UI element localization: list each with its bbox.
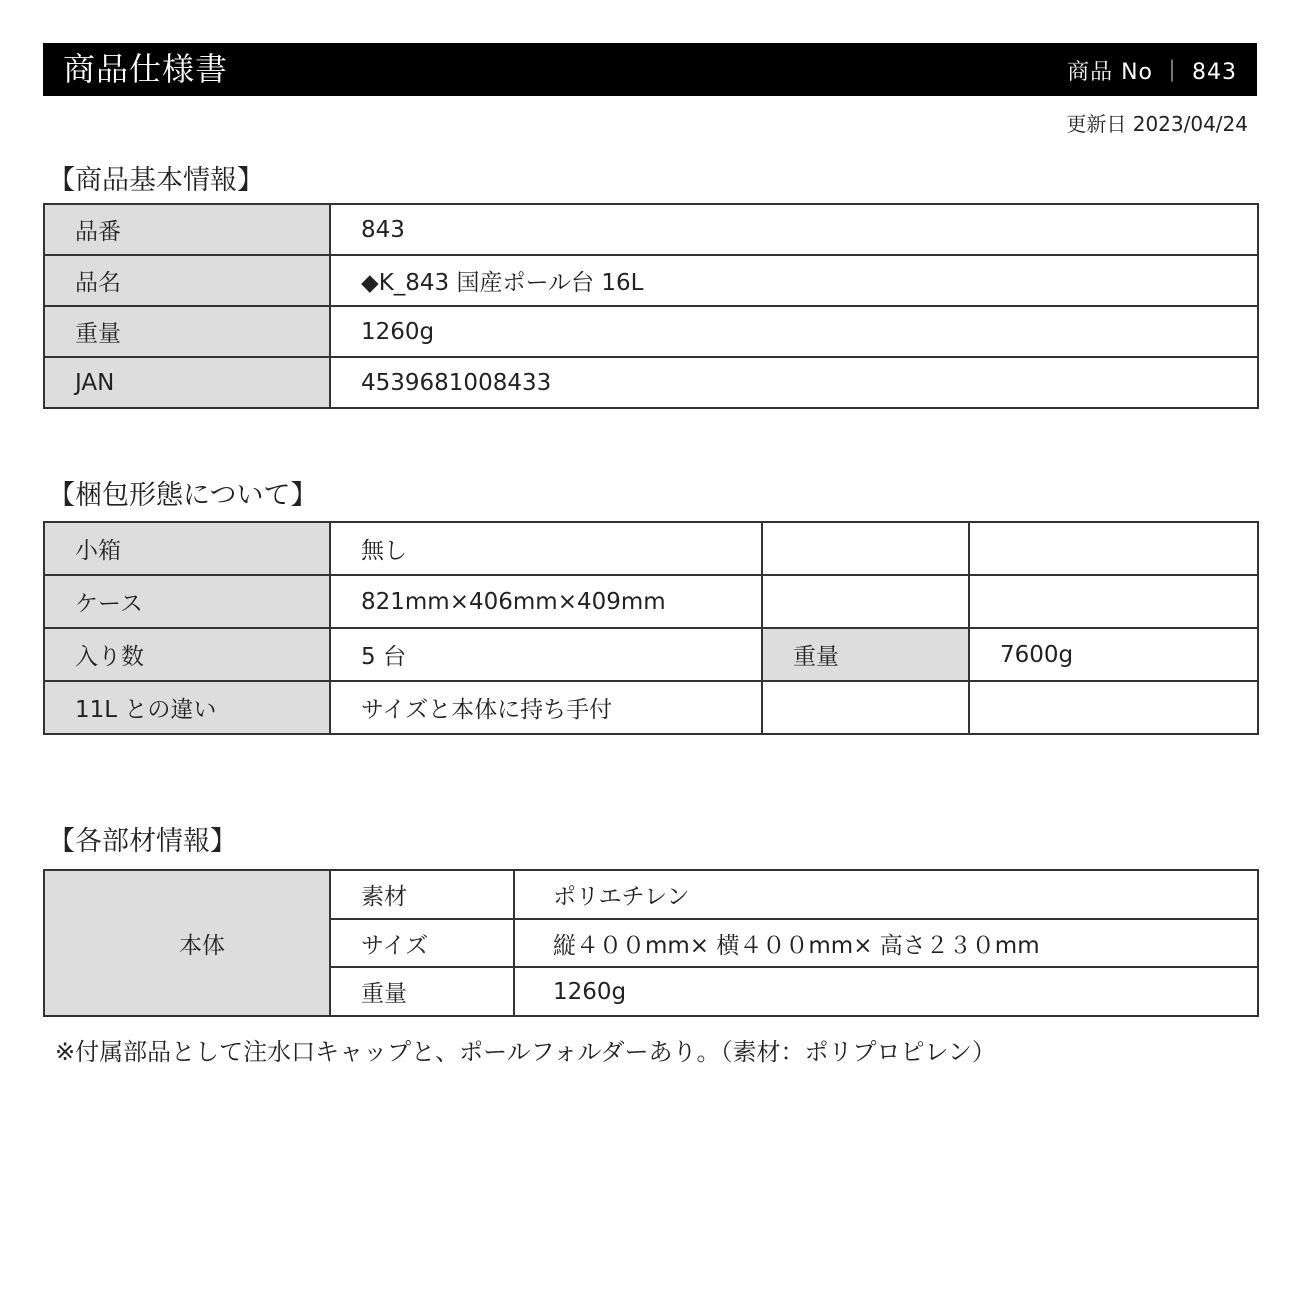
row-label: 素材 (330, 870, 514, 919)
header-bar (43, 43, 1257, 96)
basic-info-table (43, 203, 1259, 409)
document-title: 商品仕様書 (63, 50, 229, 88)
row-value: ポリエチレン (514, 870, 1258, 919)
table-row (44, 522, 1258, 575)
section-title-packaging: 【梱包形態について】 (48, 480, 318, 511)
updated-date: 更新日 2023/04/24 (1066, 112, 1248, 136)
row-value-2 (969, 681, 1258, 734)
row-value: 821mm×406mm×409mm (330, 575, 762, 628)
row-label: サイズ (330, 919, 514, 967)
row-value: 843 (330, 204, 1258, 255)
part-name: 本体 (44, 870, 330, 1016)
row-label: JAN (44, 357, 330, 408)
row-label: 重量 (330, 967, 514, 1016)
row-label: 入り数 (44, 628, 330, 681)
product-number: 商品 No ｜ 843 (1067, 60, 1237, 85)
table-row (44, 628, 1258, 681)
row-value-2 (969, 575, 1258, 628)
table-row (44, 306, 1258, 357)
section-title-materials: 【各部材情報】 (48, 826, 237, 857)
table-row (44, 681, 1258, 734)
row-label: 重量 (44, 306, 330, 357)
row-label: 品名 (44, 255, 330, 306)
accessory-note: ※付属部品として注水口キャップと、ポールフォルダーあり。（素材：ポリプロピレン） (55, 1038, 996, 1066)
materials-table (43, 869, 1259, 1017)
row-value: 縦４００mm× 横４００mm× 高さ２３０mm (514, 919, 1258, 967)
row-label-2 (762, 575, 969, 628)
row-value-2 (969, 522, 1258, 575)
row-label: ケース (44, 575, 330, 628)
row-label-2: 重量 (762, 628, 969, 681)
row-label-2 (762, 681, 969, 734)
table-row (44, 870, 1258, 919)
row-value: 5 台 (330, 628, 762, 681)
row-label: 小箱 (44, 522, 330, 575)
table-row (44, 255, 1258, 306)
row-label-2 (762, 522, 969, 575)
row-value: ◆K_843 国産ポール台 16L (330, 255, 1258, 306)
row-value-2: 7600g (969, 628, 1258, 681)
row-value: サイズと本体に持ち手付 (330, 681, 762, 734)
row-value: 無し (330, 522, 762, 575)
section-title-basic: 【商品基本情報】 (48, 165, 264, 196)
row-label: 品番 (44, 204, 330, 255)
table-row (44, 204, 1258, 255)
row-value: 1260g (514, 967, 1258, 1016)
row-value: 1260g (330, 306, 1258, 357)
row-value: 4539681008433 (330, 357, 1258, 408)
table-row (44, 575, 1258, 628)
packaging-table (43, 521, 1259, 735)
row-label: 11L との違い (44, 681, 330, 734)
table-row (44, 357, 1258, 408)
